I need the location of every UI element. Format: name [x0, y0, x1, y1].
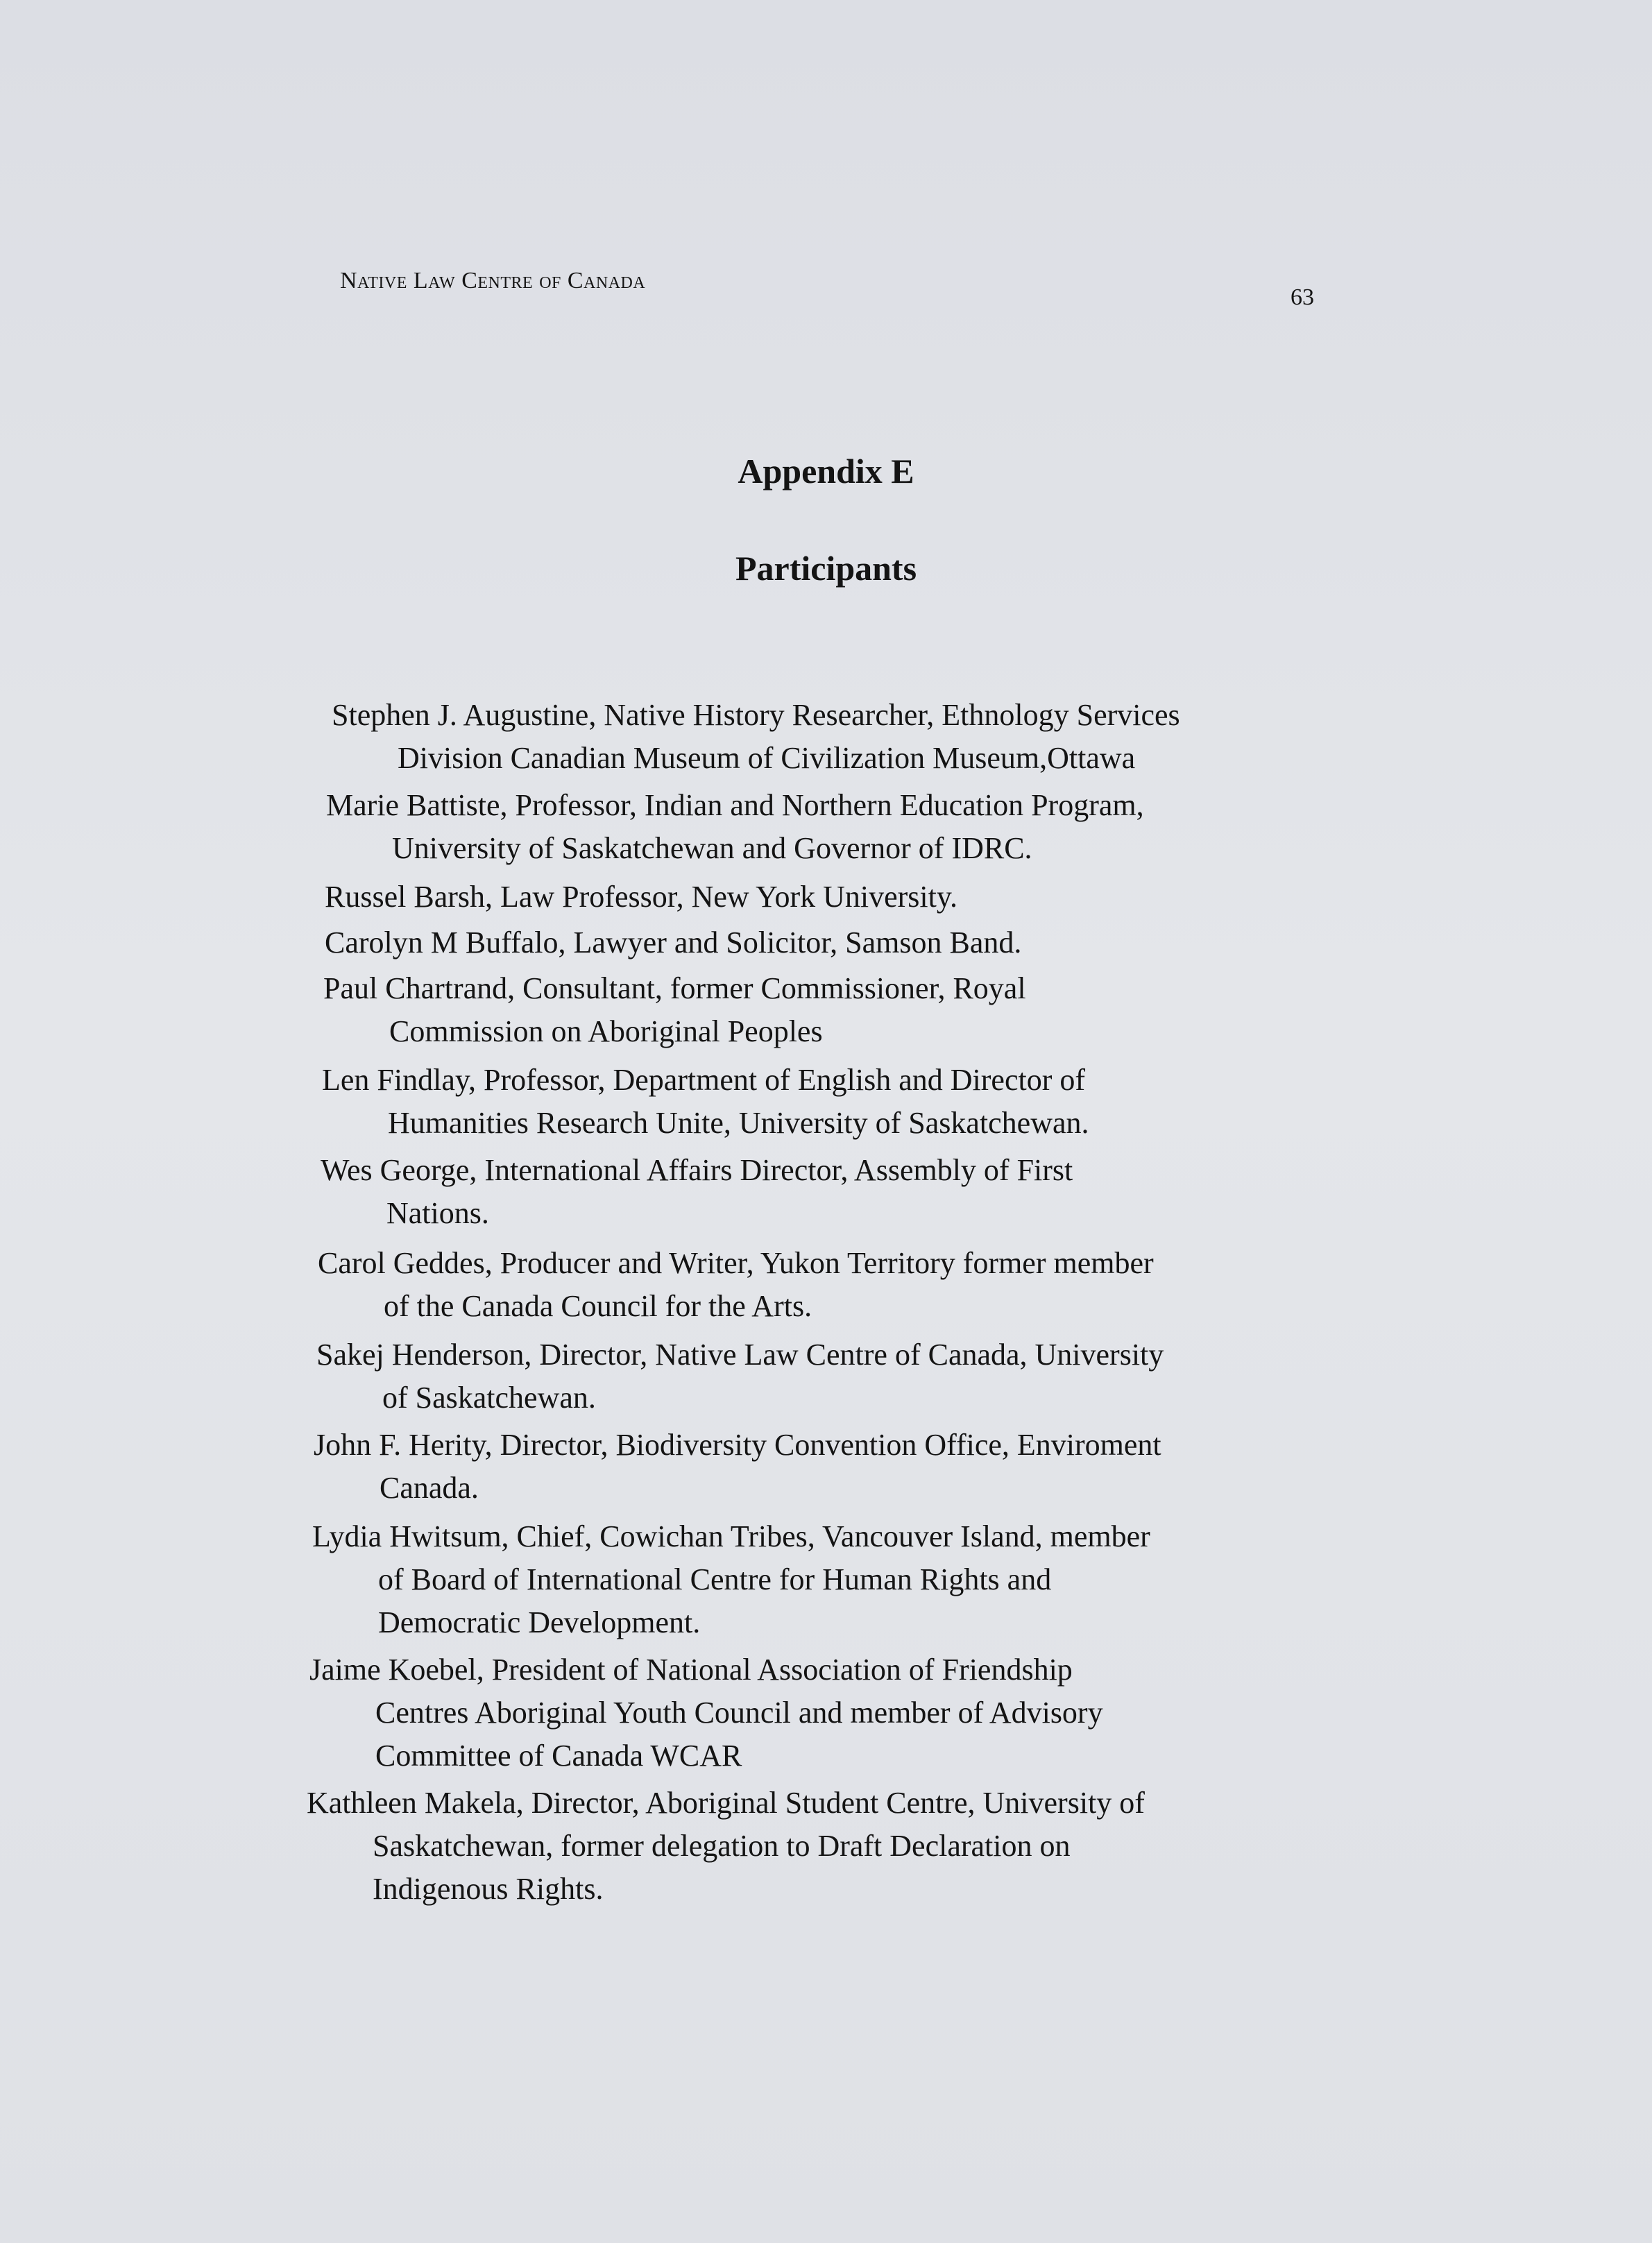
participant-entry [325, 876, 957, 919]
participant-line-continued: of the Canada Council for the Arts. [384, 1289, 812, 1323]
participant-line: Marie Battiste, Professor, Indian and Northern Education Program, [326, 788, 1144, 822]
participant-entry [321, 1149, 1073, 1235]
participant-line: Wes George, International Affairs Director, Assembly of First [321, 1153, 1073, 1187]
participant-line-continued: Humanities Research Unite, University of Saskatchewan. [388, 1106, 1089, 1140]
participant-entry [326, 784, 1144, 870]
participant-line: Sakej Henderson, Director, Native Law Centre of Canada, University [316, 1338, 1164, 1372]
page-number: 63 [1291, 284, 1314, 310]
participant-line-continued: Democratic Development. [378, 1605, 701, 1639]
participant-entry [312, 1515, 1150, 1644]
participant-line-continued: of Saskatchewan. [382, 1381, 596, 1415]
participant-line: Carolyn M Buffalo, Lawyer and Solicitor, Samson Band. [325, 926, 1022, 960]
participant-line: Jaime Koebel, President of National Association of Friendship [309, 1653, 1073, 1687]
participant-line-continued: Centres Aboriginal Youth Council and member of Advisory [375, 1696, 1103, 1730]
participant-line-continued: University of Saskatchewan and Governor of IDRC. [392, 831, 1032, 865]
participant-line: Paul Chartrand, Consultant, former Commissioner, Royal [323, 971, 1026, 1005]
participant-line-continued: Commission on Aboriginal Peoples [389, 1014, 823, 1048]
participant-entry [318, 1242, 1154, 1328]
participant-line: Lydia Hwitsum, Chief, Cowichan Tribes, Vancouver Island, member [312, 1519, 1150, 1553]
participant-line: Kathleen Makela, Director, Aboriginal Student Centre, University of [307, 1786, 1145, 1820]
participant-line: Carol Geddes, Producer and Writer, Yukon Territory former member [318, 1246, 1154, 1280]
participant-entry [309, 1648, 1103, 1777]
participant-entry [325, 921, 1021, 964]
participant-line: Len Findlay, Professor, Department of English and Director of [322, 1063, 1085, 1097]
participant-line: John F. Herity, Director, Biodiversity Convention Office, Enviroment [314, 1428, 1161, 1462]
participant-entry [316, 1333, 1164, 1419]
participant-line: Russel Barsh, Law Professor, New York University. [325, 880, 957, 914]
participant-line-continued: Nations. [386, 1196, 489, 1230]
participant-line: Stephen J. Augustine, Native History Researcher, Ethnology Services [332, 698, 1180, 732]
participant-entry [332, 694, 1180, 780]
participant-line-continued: of Board of International Centre for Human Rights and [378, 1562, 1052, 1596]
participant-line-continued: Division Canadian Museum of Civilization Museum,Ottawa [398, 741, 1136, 775]
participant-entry [322, 1059, 1089, 1145]
participant-line-continued: Committee of Canada WCAR [375, 1739, 742, 1773]
participant-line-continued: Saskatchewan, former delegation to Draft Declaration on [373, 1829, 1071, 1863]
participant-entry [323, 967, 1026, 1053]
participant-entry [307, 1782, 1145, 1911]
participants-heading: Participants [735, 549, 917, 588]
participant-line-continued: Canada. [380, 1471, 479, 1505]
appendix-title: Appendix E [738, 452, 914, 491]
running-header: Native Law Centre of Canada [340, 268, 646, 293]
participant-entry [314, 1424, 1161, 1510]
participant-line-continued: Indigenous Rights. [373, 1872, 604, 1906]
